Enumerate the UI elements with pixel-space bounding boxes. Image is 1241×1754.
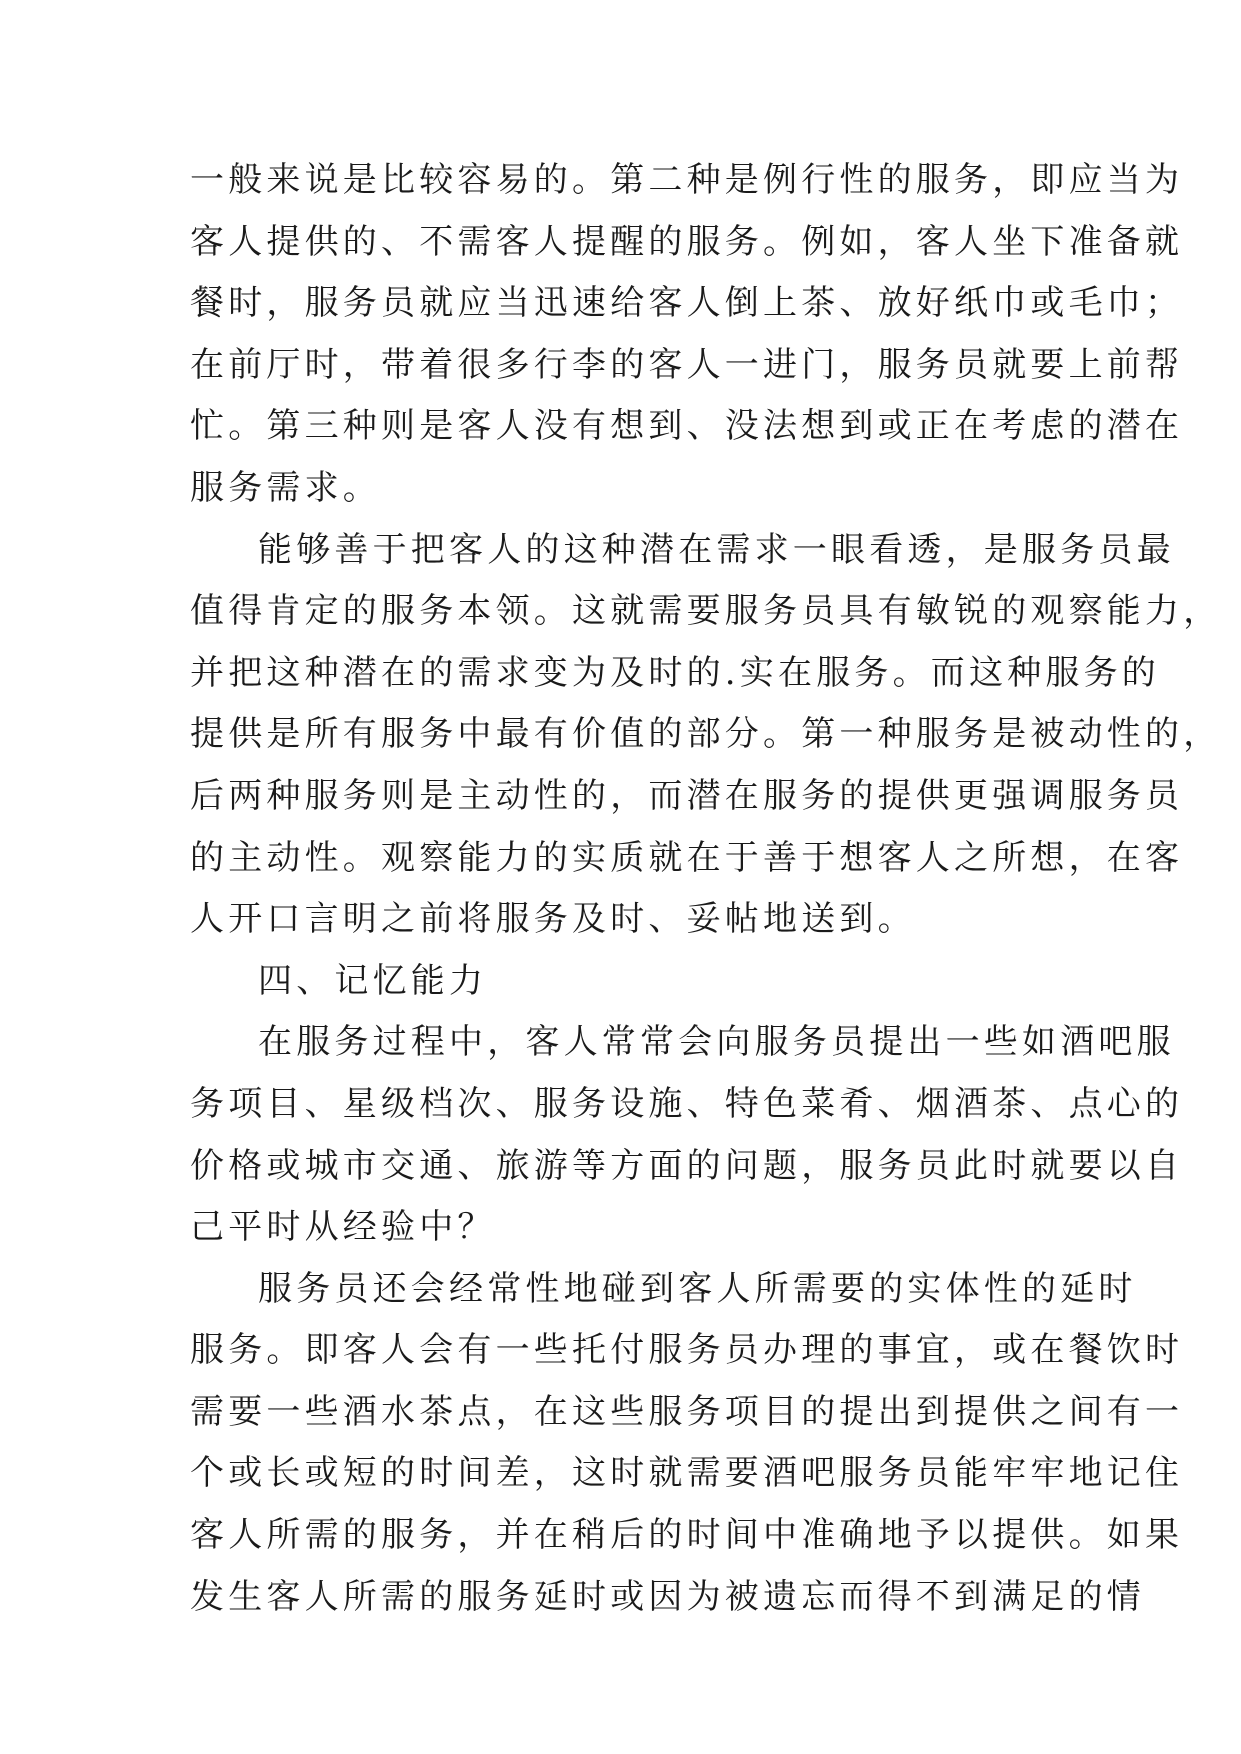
text-line: 的主动性。观察能力的实质就在于善于想客人之所想，在客 bbox=[190, 837, 1184, 878]
text-line: 价格或城市交通、旅游等方面的问题，服务员此时就要以自 bbox=[190, 1145, 1184, 1186]
text-line: 并把这种潜在的需求变为及时的.实在服务。而这种服务的 bbox=[190, 652, 1161, 693]
text-line: 后两种服务则是主动性的，而潜在服务的提供更强调服务员 bbox=[190, 775, 1184, 816]
text-line: 忙。第三种则是客人没有想到、没法想到或正在考虑的潜在 bbox=[190, 406, 1184, 447]
body-text bbox=[190, 150, 1222, 1628]
text-line: 客人提供的、不需客人提醒的服务。例如，客人坐下准备就 bbox=[190, 221, 1184, 262]
text-line: 在前厅时，带着很多行李的客人一进门，服务员就要上前帮 bbox=[190, 344, 1184, 385]
text-line: 需要一些酒水茶点，在这些服务项目的提出到提供之间有一 bbox=[190, 1391, 1184, 1432]
text-line: 一般来说是比较容易的。第二种是例行性的服务，即应当为 bbox=[190, 160, 1184, 200]
paragraph-start-line: 服务员还会经常性地碰到客人所需要的实体性的延时 bbox=[258, 1268, 1137, 1309]
paragraph-start-line: 在服务过程中，客人常常会向服务员提出一些如酒吧服 bbox=[258, 1022, 1175, 1063]
text-line: 人开口言明之前将服务及时、妥帖地送到。 bbox=[190, 899, 916, 940]
text-line: 发生客人所需的服务延时或因为被遗忘而得不到满足的情 bbox=[190, 1576, 1145, 1617]
text-line: 餐时，服务员就应当迅速给客人倒上茶、放好纸巾或毛巾； bbox=[190, 283, 1184, 324]
text-line: 提供是所有服务中最有价值的部分。第一种服务是被动性的， bbox=[190, 714, 1222, 755]
paragraph-start-line: 四、记忆能力 bbox=[258, 960, 488, 1001]
text-line: 己平时从经验中？ bbox=[190, 1207, 496, 1248]
text-line: 服务。即客人会有一些托付服务员办理的事宜，或在餐饮时 bbox=[190, 1330, 1184, 1371]
text-line: 客人所需的服务，并在稍后的时间中准确地予以提供。如果 bbox=[190, 1515, 1184, 1556]
text-line: 服务需求。 bbox=[190, 467, 381, 508]
text-line: 务项目、星级档次、服务设施、特色菜肴、烟酒茶、点心的 bbox=[190, 1083, 1184, 1124]
paragraph-start-line: 能够善于把客人的这种潜在需求一眼看透，是服务员最 bbox=[258, 529, 1175, 570]
text-line: 个或长或短的时间差，这时就需要酒吧服务员能牢牢地记住 bbox=[190, 1453, 1184, 1494]
text-line: 值得肯定的服务本领。这就需要服务员具有敏锐的观察能力， bbox=[190, 591, 1222, 632]
